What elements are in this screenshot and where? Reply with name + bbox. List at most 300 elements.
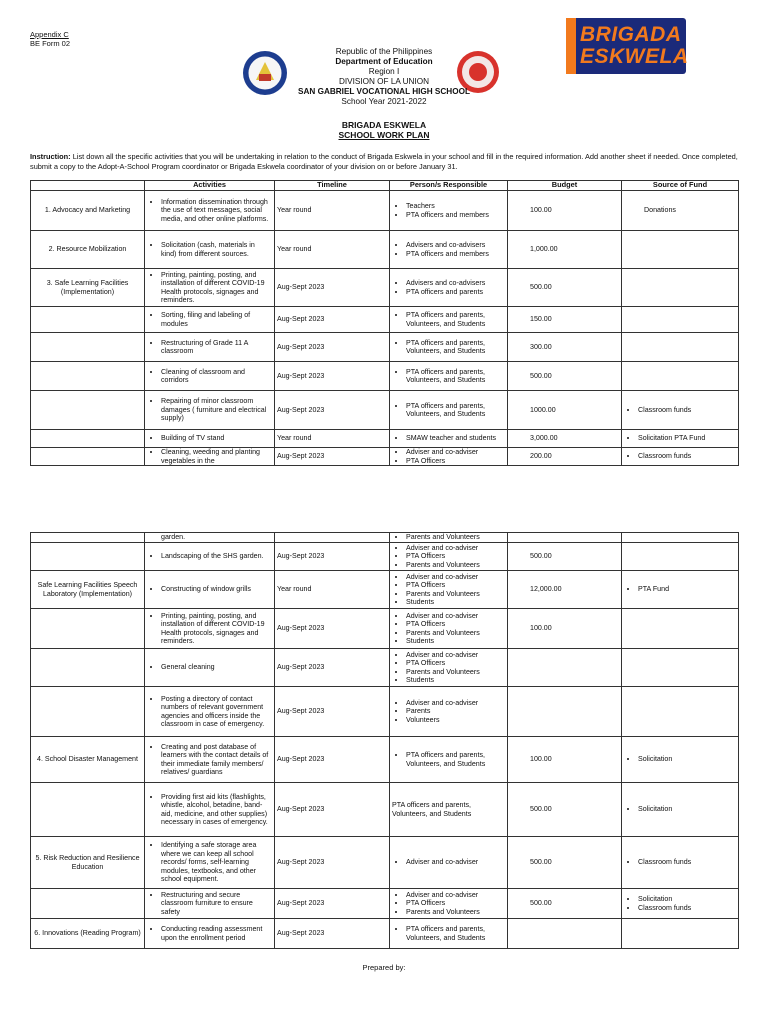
person-item: • PTA officers and members <box>406 211 505 219</box>
person-item: • Adviser and co-adviser <box>406 699 505 707</box>
fund-cell <box>622 231 739 269</box>
activity-list <box>147 198 272 223</box>
persons-list <box>392 858 505 866</box>
table-row <box>31 269 739 307</box>
budget-cell <box>508 649 622 687</box>
person-item: • PTA officers and parents <box>406 288 505 296</box>
timeline-cell <box>275 430 390 448</box>
activity-item: • Printing, painting, posting, and installation of different COVID-19 Health protocols, signages and reminders. <box>161 612 272 646</box>
area-cell <box>31 269 145 307</box>
activity-list <box>147 891 272 916</box>
activity-list <box>147 311 272 328</box>
work-plan-table-1 <box>30 180 739 466</box>
fund-cell <box>622 571 739 609</box>
persons-cell <box>390 889 508 919</box>
area-cell <box>31 649 145 687</box>
person-item: • PTA officers and parents, Volunteers, and Students <box>406 751 505 768</box>
fund-item: • Classroom funds <box>638 904 736 912</box>
person-item: • PTA Officers <box>406 581 505 589</box>
person-item: • Parents and Volunteers <box>406 533 505 541</box>
activity-cell <box>145 391 275 430</box>
table-1-body <box>31 191 739 466</box>
budget-cell <box>508 737 622 783</box>
activity-cell <box>145 571 275 609</box>
area-text: Safe Learning Facilities Speech Laboratory (Implementation) <box>37 581 138 598</box>
prepared-by: Prepared by: <box>362 963 406 972</box>
fund-list <box>624 805 736 813</box>
table-row <box>31 533 739 543</box>
col-header-fund: Source of Fund <box>622 181 739 191</box>
person-item: • Parents and Volunteers <box>406 668 505 676</box>
timeline-cell <box>275 737 390 783</box>
area-text: 3. Safe Learning Facilities (Implementation) <box>46 279 129 296</box>
budget-cell <box>508 391 622 430</box>
timeline-cell <box>275 783 390 837</box>
activity-cell <box>145 307 275 333</box>
table-header-row <box>31 181 739 191</box>
budget-cell <box>508 889 622 919</box>
fund-cell <box>622 649 739 687</box>
table-row <box>31 430 739 448</box>
budget-cell <box>508 543 622 571</box>
person-item: • PTA Officers <box>406 552 505 560</box>
fund-cell <box>622 430 739 448</box>
activity-item: • Conducting reading assessment upon the enrollment period <box>161 925 272 942</box>
persons-cell <box>390 362 508 391</box>
activity-item: • Constructing of window grills <box>161 585 272 593</box>
col-header-timeline: Timeline <box>275 181 390 191</box>
person-item: • SMAW teacher and students <box>406 434 505 442</box>
activity-item: • General cleaning <box>161 663 272 671</box>
area-cell <box>31 609 145 649</box>
timeline-text: Aug-Sept 2023 <box>277 552 325 561</box>
activity-cell <box>145 783 275 837</box>
fund-cell <box>622 362 739 391</box>
school-year: School Year 2021-2022 <box>341 97 427 106</box>
activity-item: • Information dissemination through the use of text messages, social media, and other online platforms. <box>161 198 272 223</box>
timeline-cell <box>275 919 390 949</box>
timeline-cell <box>275 889 390 919</box>
person-item: • Parents and Volunteers <box>406 908 505 916</box>
brigada-eskwela-logo: BRIGADA ESKWELA <box>566 18 686 74</box>
activity-list <box>147 533 272 541</box>
persons-cell <box>390 430 508 448</box>
budget-cell <box>508 333 622 362</box>
person-item: • PTA Officers <box>406 457 505 465</box>
timeline-cell <box>275 362 390 391</box>
activity-cell <box>145 269 275 307</box>
timeline-cell <box>275 649 390 687</box>
timeline-text: Aug-Sept 2023 <box>277 342 325 351</box>
activity-list <box>147 743 272 777</box>
budget-text: 1000.00 <box>530 405 556 414</box>
area-cell <box>31 737 145 783</box>
activity-item: • Providing first aid kits (flashlights, whistle, alcohol, betadine, band-aid, medicine, and other supplies) necessary in cases of emergency. <box>161 793 272 827</box>
fund-cell <box>622 687 739 737</box>
fund-item: • Classroom funds <box>638 858 736 866</box>
area-cell <box>31 889 145 919</box>
form-number: BE Form 02 <box>30 39 71 48</box>
budget-cell <box>508 919 622 949</box>
region-line: Region I <box>368 67 400 76</box>
activity-list <box>147 271 272 305</box>
budget-text: 3,000.00 <box>530 434 558 443</box>
person-item: • PTA Officers <box>406 620 505 628</box>
fund-item: • Classroom funds <box>638 406 736 414</box>
budget-text: 200.00 <box>530 452 552 461</box>
fund-cell <box>622 269 739 307</box>
person-item: • Volunteers <box>406 716 505 724</box>
persons-list <box>392 573 505 607</box>
col-header-budget: Budget <box>508 181 622 191</box>
timeline-text: Year round <box>277 245 312 254</box>
person-item: • PTA Officers <box>406 899 505 907</box>
persons-list <box>392 651 505 685</box>
activity-cell <box>145 889 275 919</box>
fund-cell <box>622 333 739 362</box>
budget-cell <box>508 269 622 307</box>
form-code <box>30 30 70 48</box>
letterhead <box>0 47 768 107</box>
activity-item: • Solicitation (cash, materials in kind) from different sources. <box>161 241 272 258</box>
activity-item: • Sorting, filing and labeling of modules <box>161 311 272 328</box>
table-row <box>31 448 739 466</box>
persons-list <box>392 544 505 569</box>
activity-cell <box>145 448 275 466</box>
fund-cell <box>622 609 739 649</box>
persons-cell <box>390 191 508 231</box>
fund-cell <box>622 448 739 466</box>
persons-list <box>392 434 505 442</box>
timeline-text: Aug-Sept 2023 <box>277 405 325 414</box>
division-line: DIVISION OF LA UNION <box>338 77 430 86</box>
persons-cell <box>390 543 508 571</box>
person-item: • Advisers and co-advisers <box>406 279 505 287</box>
budget-text: 300.00 <box>530 342 552 351</box>
timeline-cell <box>275 231 390 269</box>
persons-list <box>392 402 505 419</box>
fund-cell <box>622 543 739 571</box>
fund-list <box>624 858 736 866</box>
timeline-text: Aug-Sept 2023 <box>277 624 325 633</box>
area-cell <box>31 543 145 571</box>
activity-list <box>147 841 272 883</box>
activity-cell <box>145 919 275 949</box>
col-header-area <box>31 181 145 191</box>
page-title <box>0 120 768 140</box>
persons-list <box>392 448 505 465</box>
budget-text: 500.00 <box>530 805 552 814</box>
activity-item: • Landscaping of the SHS garden. <box>161 552 272 560</box>
budget-cell <box>508 231 622 269</box>
fund-cell <box>622 307 739 333</box>
table-row <box>31 333 739 362</box>
activity-list <box>147 397 272 422</box>
timeline-text: Year round <box>277 434 312 443</box>
persons-list <box>392 751 505 768</box>
table-row <box>31 609 739 649</box>
person-item: • PTA officers and members <box>406 250 505 258</box>
person-item: • Adviser and co-adviser <box>406 891 505 899</box>
col-header-persons: Person/s Responsible <box>390 181 508 191</box>
fund-list <box>624 406 736 414</box>
budget-cell <box>508 448 622 466</box>
timeline-cell <box>275 269 390 307</box>
timeline-text: Aug-Sept 2023 <box>277 929 325 938</box>
person-item: • Advisers and co-advisers <box>406 241 505 249</box>
timeline-cell <box>275 533 390 543</box>
area-text: 5. Risk Reduction and Resilience Education <box>35 854 140 871</box>
col-header-activities: Activities <box>145 181 275 191</box>
activity-list <box>147 793 272 827</box>
budget-cell <box>508 307 622 333</box>
fund-cell <box>622 737 739 783</box>
school-name: SAN GABRIEL VOCATIONAL HIGH SCHOOL <box>298 87 470 96</box>
budget-cell <box>508 783 622 837</box>
title-main: BRIGADA ESKWELA <box>341 120 427 130</box>
persons-list <box>392 891 505 916</box>
person-item: • PTA officers and parents, Volunteers, and Students <box>406 339 505 356</box>
fund-cell <box>622 837 739 889</box>
budget-text: 1,000.00 <box>530 245 558 254</box>
person-item: • Parents and Volunteers <box>406 561 505 569</box>
persons-text: PTA officers and parents, Volunteers, and Students <box>392 801 472 818</box>
timeline-text: Aug-Sept 2023 <box>277 805 325 814</box>
persons-cell <box>390 687 508 737</box>
person-item: • Parents and Volunteers <box>406 590 505 598</box>
person-item: • Students <box>406 676 505 684</box>
appendix-label: Appendix C <box>30 30 69 39</box>
persons-list <box>392 699 505 724</box>
timeline-text: Year round <box>277 206 312 215</box>
person-item: • Parents and Volunteers <box>406 629 505 637</box>
area-cell <box>31 231 145 269</box>
budget-text: 500.00 <box>530 283 552 292</box>
persons-list <box>392 612 505 646</box>
persons-cell <box>390 448 508 466</box>
fund-list <box>624 434 736 442</box>
area-text: 4. School Disaster Management <box>37 755 138 764</box>
activity-item: • Restructuring and secure classroom furniture to ensure safety <box>161 891 272 916</box>
timeline-cell <box>275 609 390 649</box>
persons-list <box>392 202 505 219</box>
title-sub: SCHOOL WORK PLAN <box>338 130 430 140</box>
persons-cell <box>390 783 508 837</box>
fund-item: • PTA Fund <box>638 585 736 593</box>
fund-item: • Solicitation <box>638 755 736 763</box>
activity-cell <box>145 362 275 391</box>
area-cell <box>31 571 145 609</box>
activity-cell <box>145 609 275 649</box>
area-cell <box>31 191 145 231</box>
person-item: • PTA officers and parents, Volunteers, and Students <box>406 368 505 385</box>
fund-item: • Solicitation PTA Fund <box>638 434 736 442</box>
timeline-cell <box>275 448 390 466</box>
persons-list <box>392 339 505 356</box>
persons-cell <box>390 837 508 889</box>
fund-cell <box>622 919 739 949</box>
fund-list <box>624 895 736 912</box>
table-row <box>31 783 739 837</box>
activity-cell <box>145 543 275 571</box>
activity-cell <box>145 533 275 543</box>
activity-list <box>147 339 272 356</box>
activity-list <box>147 241 272 258</box>
table-row <box>31 649 739 687</box>
fund-cell <box>622 889 739 919</box>
area-cell <box>31 430 145 448</box>
budget-cell <box>508 687 622 737</box>
activity-item: • Cleaning of classroom and corridors <box>161 368 272 385</box>
activity-item: • Posting a directory of contact numbers of relevant government agencies and officers inside the classroom in case of emergency. <box>161 695 272 729</box>
person-item: • Adviser and co-adviser <box>406 448 505 456</box>
table-row <box>31 391 739 430</box>
persons-cell <box>390 391 508 430</box>
budget-text: 500.00 <box>530 371 552 380</box>
person-item: • PTA officers and parents, Volunteers, and Students <box>406 311 505 328</box>
area-cell <box>31 362 145 391</box>
republic-line: Republic of the Philippines <box>335 47 433 56</box>
table-row <box>31 837 739 889</box>
activity-cell <box>145 687 275 737</box>
timeline-text: Aug-Sept 2023 <box>277 899 325 908</box>
department-line: Department of Education <box>335 57 433 66</box>
activity-cell <box>145 231 275 269</box>
persons-cell <box>390 333 508 362</box>
fund-list <box>624 755 736 763</box>
persons-list <box>392 368 505 385</box>
area-text: 6. Innovations (Reading Program) <box>34 929 141 938</box>
activity-list <box>147 925 272 942</box>
activity-item: • Identifying a safe storage area where we can keep all school records/ forms, self-learning modules, textbooks, and other school equipment. <box>161 841 272 883</box>
budget-text: 150.00 <box>530 315 552 324</box>
area-cell <box>31 307 145 333</box>
area-cell <box>31 533 145 543</box>
person-item: • Adviser and co-adviser <box>406 858 505 866</box>
persons-list <box>392 241 505 258</box>
activity-list <box>147 695 272 729</box>
budget-cell <box>508 362 622 391</box>
persons-list <box>392 279 505 296</box>
timeline-cell <box>275 837 390 889</box>
activity-item: • Repairing of minor classroom damages ( furniture and electrical supply) <box>161 397 272 422</box>
persons-cell <box>390 649 508 687</box>
persons-cell <box>390 231 508 269</box>
persons-cell <box>390 571 508 609</box>
budget-text: 500.00 <box>530 858 552 867</box>
activity-cell <box>145 837 275 889</box>
activity-item: garden. <box>161 533 186 542</box>
area-cell <box>31 837 145 889</box>
persons-list <box>392 925 505 942</box>
instruction-label: Instruction: <box>30 152 71 161</box>
timeline-text: Year round <box>277 585 312 594</box>
person-item: • PTA officers and parents, Volunteers, and Students <box>406 402 505 419</box>
area-text: 1. Advocacy and Marketing <box>44 206 131 215</box>
persons-cell <box>390 269 508 307</box>
person-item: • Parents <box>406 707 505 715</box>
persons-cell <box>390 919 508 949</box>
budget-text: 12,000.00 <box>530 585 562 594</box>
activity-cell <box>145 430 275 448</box>
budget-text: 100.00 <box>530 206 552 215</box>
timeline-cell <box>275 391 390 430</box>
area-cell <box>31 687 145 737</box>
budget-cell <box>508 533 622 543</box>
timeline-cell <box>275 687 390 737</box>
person-item: • Students <box>406 637 505 645</box>
area-cell <box>31 783 145 837</box>
table-2-body <box>31 533 739 949</box>
instruction-text: List down all the specific activities that you will be undertaking in relation to the conduct of Brigada Eskwela in your school and fill in the required information. Add another sheet if needed. Once completed, submit a copy to the Adopt-A-School Program coordinator or Brigada Eskwela coordinator of your division on or before January 31. <box>30 152 738 171</box>
timeline-cell <box>275 191 390 231</box>
activity-list <box>147 368 272 385</box>
fund-cell <box>622 191 739 231</box>
person-item: • Adviser and co-adviser <box>406 544 505 552</box>
area-text: 2. Resource Mobilization <box>48 245 127 254</box>
budget-cell <box>508 571 622 609</box>
persons-cell <box>390 609 508 649</box>
activity-cell <box>145 333 275 362</box>
budget-text: 500.00 <box>530 552 552 561</box>
fund-list <box>624 585 736 593</box>
fund-item: • Solicitation <box>638 895 736 903</box>
budget-text: 100.00 <box>530 624 552 633</box>
person-item: • Adviser and co-adviser <box>406 573 505 581</box>
activity-list <box>147 448 272 465</box>
activity-item: • Cleaning, weeding and planting vegetables in the <box>161 448 272 465</box>
timeline-text: Aug-Sept 2023 <box>277 283 325 292</box>
table-row <box>31 737 739 783</box>
activity-item: • Building of TV stand <box>161 434 272 442</box>
table-row <box>31 543 739 571</box>
activity-cell <box>145 649 275 687</box>
timeline-text: Aug-Sept 2023 <box>277 858 325 867</box>
table-row <box>31 191 739 231</box>
fund-cell <box>622 783 739 837</box>
persons-list <box>392 533 505 541</box>
person-item: • Teachers <box>406 202 505 210</box>
activity-item: • Restructuring of Grade 11 A classroom <box>161 339 272 356</box>
persons-cell <box>390 533 508 543</box>
table-row <box>31 919 739 949</box>
table-row <box>31 571 739 609</box>
fund-item: • Classroom funds <box>638 452 736 460</box>
persons-cell <box>390 307 508 333</box>
activity-item: • Printing, painting, posting, and installation of different COVID-19 Health protocols, signages and reminders. <box>161 271 272 305</box>
person-item: • Adviser and co-adviser <box>406 612 505 620</box>
table-row <box>31 889 739 919</box>
fund-cell <box>622 391 739 430</box>
timeline-text: Aug-Sept 2023 <box>277 315 325 324</box>
table-row <box>31 231 739 269</box>
fund-list <box>624 452 736 460</box>
area-cell <box>31 448 145 466</box>
timeline-cell <box>275 307 390 333</box>
table-row <box>31 307 739 333</box>
budget-cell <box>508 609 622 649</box>
fund-cell <box>622 533 739 543</box>
timeline-cell <box>275 333 390 362</box>
budget-cell <box>508 430 622 448</box>
table-row <box>31 362 739 391</box>
area-cell <box>31 333 145 362</box>
table-row <box>31 687 739 737</box>
budget-text: 100.00 <box>530 755 552 764</box>
instruction <box>30 152 738 171</box>
activity-list <box>147 612 272 646</box>
budget-cell <box>508 191 622 231</box>
